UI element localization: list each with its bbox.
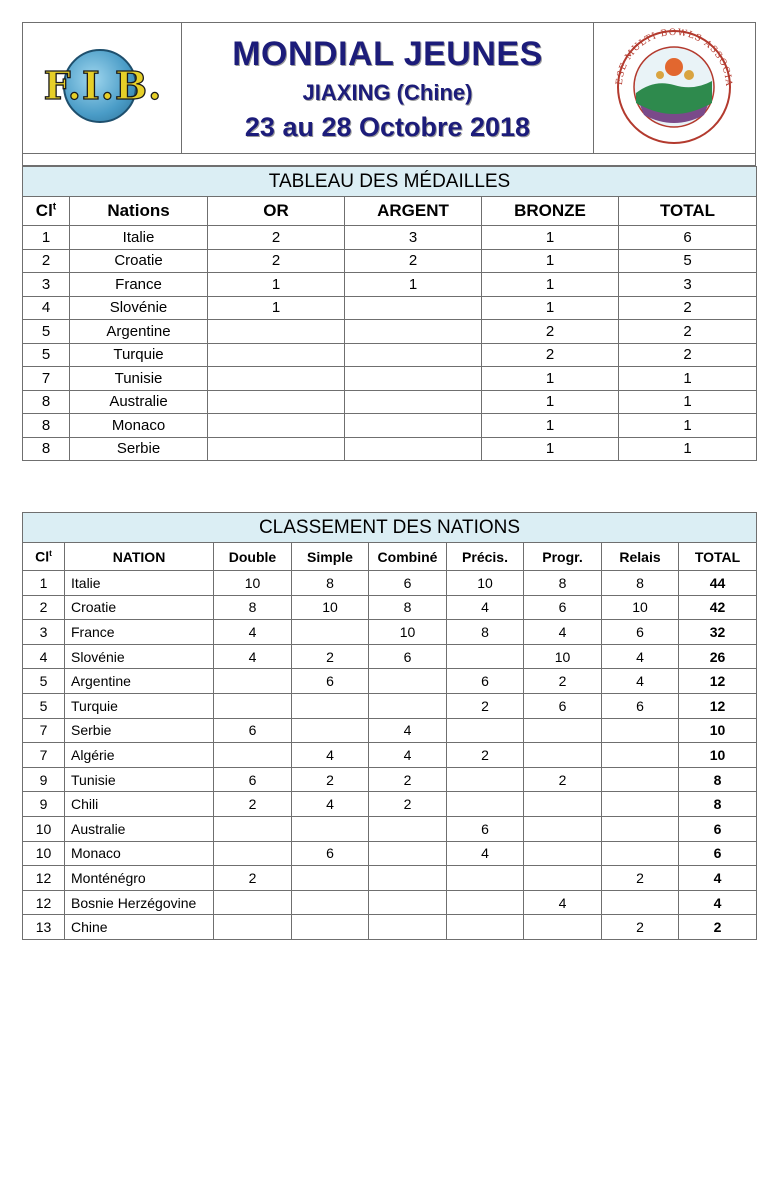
cell-double	[214, 915, 292, 940]
cell-nation: Bosnie Herzégovine	[65, 890, 214, 915]
col-total: TOTAL	[679, 543, 757, 571]
cell-progr: 4	[524, 620, 602, 645]
page-header	[22, 22, 756, 154]
cell-combine: 4	[369, 718, 447, 743]
cell-total: 1	[619, 414, 757, 438]
medals-table	[22, 166, 757, 461]
cell-relais: 6	[602, 620, 679, 645]
cell-nation: Tunisie	[70, 367, 208, 391]
cell-double	[214, 693, 292, 718]
cell-combine	[369, 693, 447, 718]
col-nation: NATION	[65, 543, 214, 571]
cell-precis	[447, 866, 524, 891]
cell-combine	[369, 669, 447, 694]
cell-precis	[447, 767, 524, 792]
cell-rank: 8	[23, 390, 70, 414]
cell-silver	[345, 320, 482, 344]
table-row	[23, 644, 757, 669]
table-row	[23, 718, 757, 743]
cell-combine: 6	[369, 644, 447, 669]
cell-combine	[369, 890, 447, 915]
header-spacer	[22, 154, 756, 166]
cell-simple: 6	[292, 669, 369, 694]
cell-progr: 2	[524, 669, 602, 694]
cell-progr: 6	[524, 595, 602, 620]
cell-double: 6	[214, 767, 292, 792]
cell-bronze: 2	[482, 320, 619, 344]
table-row	[23, 343, 757, 367]
cell-double	[214, 816, 292, 841]
cell-simple: 2	[292, 767, 369, 792]
cell-precis	[447, 644, 524, 669]
cell-double	[214, 669, 292, 694]
cell-combine	[369, 866, 447, 891]
cell-relais: 6	[602, 693, 679, 718]
cell-nation: Tunisie	[65, 767, 214, 792]
cell-gold: 2	[208, 249, 345, 273]
cell-combine	[369, 816, 447, 841]
cell-progr	[524, 915, 602, 940]
cell-rank: 7	[23, 367, 70, 391]
cell-relais	[602, 816, 679, 841]
table-row	[23, 390, 757, 414]
cell-nation: Argentine	[65, 669, 214, 694]
cell-progr: 2	[524, 767, 602, 792]
col-progr: Progr.	[524, 543, 602, 571]
cell-progr	[524, 816, 602, 841]
cell-progr: 4	[524, 890, 602, 915]
cell-rank: 7	[23, 743, 65, 768]
cell-simple: 10	[292, 595, 369, 620]
cell-gold	[208, 414, 345, 438]
cell-silver: 3	[345, 226, 482, 250]
cell-nation: Serbie	[70, 437, 208, 461]
cell-precis: 4	[447, 595, 524, 620]
cell-relais	[602, 841, 679, 866]
cell-precis	[447, 718, 524, 743]
cell-nation: Croatie	[70, 249, 208, 273]
col-rank: Cl$^t$	[23, 197, 70, 226]
cell-silver	[345, 390, 482, 414]
cell-nation: Slovénie	[70, 296, 208, 320]
cell-simple: 4	[292, 792, 369, 817]
cell-rank: 3	[23, 273, 70, 297]
cell-rank: 5	[23, 693, 65, 718]
cell-rank: 13	[23, 915, 65, 940]
cell-progr: 6	[524, 693, 602, 718]
table-row	[23, 743, 757, 768]
cell-silver	[345, 367, 482, 391]
cell-rank: 4	[23, 644, 65, 669]
cell-gold: 2	[208, 226, 345, 250]
cell-rank: 10	[23, 841, 65, 866]
col-silver: ARGENT	[345, 197, 482, 226]
table-row	[23, 226, 757, 250]
cell-bronze: 2	[482, 343, 619, 367]
cell-total: 12	[679, 669, 757, 694]
cell-total: 2	[619, 320, 757, 344]
cell-progr: 8	[524, 571, 602, 596]
cell-total: 42	[679, 595, 757, 620]
cmba-logo	[594, 23, 755, 153]
cell-relais: 2	[602, 866, 679, 891]
cell-rank: 10	[23, 816, 65, 841]
cell-precis: 8	[447, 620, 524, 645]
cell-rank: 12	[23, 866, 65, 891]
cell-total: 44	[679, 571, 757, 596]
cell-silver	[345, 296, 482, 320]
cell-relais	[602, 767, 679, 792]
cell-precis: 2	[447, 743, 524, 768]
cell-combine: 6	[369, 571, 447, 596]
cell-nation: Australie	[70, 390, 208, 414]
cell-progr	[524, 866, 602, 891]
cell-simple	[292, 890, 369, 915]
cell-double	[214, 890, 292, 915]
cell-rank: 5	[23, 669, 65, 694]
cell-simple: 4	[292, 743, 369, 768]
col-total: TOTAL	[619, 197, 757, 226]
table-row	[23, 767, 757, 792]
table-row	[23, 620, 757, 645]
cell-total: 1	[619, 367, 757, 391]
table-row	[23, 669, 757, 694]
cell-silver: 1	[345, 273, 482, 297]
page-title: MONDIAL JEUNES	[232, 35, 543, 73]
medals-table-title: TABLEAU DES MÉDAILLES	[23, 167, 757, 197]
cell-nation: France	[70, 273, 208, 297]
cell-total: 8	[679, 792, 757, 817]
cell-simple: 2	[292, 644, 369, 669]
cell-bronze: 1	[482, 296, 619, 320]
event-location: JIAXING (Chine)	[302, 80, 473, 105]
cell-rank: 1	[23, 226, 70, 250]
cell-nation: Italie	[70, 226, 208, 250]
cell-bronze: 1	[482, 273, 619, 297]
cmba-seal-icon	[594, 23, 755, 153]
cell-nation: Algérie	[65, 743, 214, 768]
cell-double: 10	[214, 571, 292, 596]
cell-double	[214, 841, 292, 866]
cell-combine: 2	[369, 792, 447, 817]
svg-text:CHINESE MULTI BOWLS ASSOCIATIO: ESE MULTI BOWLS ASSOCIA	[614, 27, 734, 87]
cell-total: 6	[679, 816, 757, 841]
cell-double	[214, 743, 292, 768]
table-row	[23, 792, 757, 817]
cell-nation: Argentine	[70, 320, 208, 344]
cell-double: 4	[214, 620, 292, 645]
cell-gold	[208, 367, 345, 391]
fib-logo-text: F.I.B.	[43, 63, 163, 108]
cell-precis: 2	[447, 693, 524, 718]
nations-table	[22, 512, 757, 940]
cell-combine: 2	[369, 767, 447, 792]
cell-nation: Italie	[65, 571, 214, 596]
cell-rank: 2	[23, 249, 70, 273]
cell-gold: 1	[208, 296, 345, 320]
cell-relais: 4	[602, 644, 679, 669]
cell-relais: 2	[602, 915, 679, 940]
cell-precis	[447, 792, 524, 817]
cell-rank: 12	[23, 890, 65, 915]
cell-rank: 5	[23, 320, 70, 344]
cell-progr	[524, 743, 602, 768]
cell-simple	[292, 620, 369, 645]
title-block	[182, 23, 594, 153]
cell-precis: 6	[447, 816, 524, 841]
cell-combine: 4	[369, 743, 447, 768]
cell-combine	[369, 915, 447, 940]
cell-gold	[208, 390, 345, 414]
cell-rank: 3	[23, 620, 65, 645]
cell-rank: 8	[23, 414, 70, 438]
col-combine: Combiné	[369, 543, 447, 571]
table-row	[23, 437, 757, 461]
cell-relais: 4	[602, 669, 679, 694]
table-row	[23, 866, 757, 891]
cell-relais	[602, 718, 679, 743]
col-gold: OR	[208, 197, 345, 226]
cell-gold	[208, 437, 345, 461]
cell-total: 4	[679, 890, 757, 915]
cell-simple	[292, 915, 369, 940]
cell-combine	[369, 841, 447, 866]
fib-logo	[23, 23, 182, 153]
cell-nation: Serbie	[65, 718, 214, 743]
col-relais: Relais	[602, 543, 679, 571]
cell-gold	[208, 343, 345, 367]
cell-bronze: 1	[482, 249, 619, 273]
cell-nation: Chili	[65, 792, 214, 817]
cell-double: 6	[214, 718, 292, 743]
table-row	[23, 571, 757, 596]
cell-nation: France	[65, 620, 214, 645]
cell-rank: 8	[23, 437, 70, 461]
cell-bronze: 1	[482, 367, 619, 391]
cell-nation: Croatie	[65, 595, 214, 620]
cell-nation: Australie	[65, 816, 214, 841]
cell-bronze: 1	[482, 414, 619, 438]
cell-progr	[524, 718, 602, 743]
cell-precis	[447, 890, 524, 915]
cell-total: 5	[619, 249, 757, 273]
cell-silver	[345, 343, 482, 367]
cell-progr	[524, 792, 602, 817]
cell-rank: 1	[23, 571, 65, 596]
table-row	[23, 915, 757, 940]
cell-precis: 4	[447, 841, 524, 866]
table-row	[23, 890, 757, 915]
cell-simple	[292, 816, 369, 841]
cell-precis: 10	[447, 571, 524, 596]
cell-bronze: 1	[482, 226, 619, 250]
cell-rank: 7	[23, 718, 65, 743]
cell-rank: 9	[23, 767, 65, 792]
table-row	[23, 595, 757, 620]
cell-total: 4	[679, 866, 757, 891]
cell-silver	[345, 437, 482, 461]
table-row	[23, 367, 757, 391]
table-row	[23, 414, 757, 438]
cell-total: 10	[679, 743, 757, 768]
cell-rank: 9	[23, 792, 65, 817]
cell-total: 10	[679, 718, 757, 743]
cell-rank: 5	[23, 343, 70, 367]
cell-relais	[602, 743, 679, 768]
cell-total: 2	[679, 915, 757, 940]
cell-precis	[447, 915, 524, 940]
cell-combine: 8	[369, 595, 447, 620]
cell-progr: 10	[524, 644, 602, 669]
cell-silver	[345, 414, 482, 438]
event-dates: 23 au 28 Octobre 2018	[244, 112, 531, 142]
cell-nation: Monténégro	[65, 866, 214, 891]
nations-header-row	[23, 543, 757, 571]
table-row	[23, 273, 757, 297]
cell-total: 6	[679, 841, 757, 866]
cell-relais	[602, 792, 679, 817]
cell-relais	[602, 890, 679, 915]
cell-total: 1	[619, 437, 757, 461]
col-simple: Simple	[292, 543, 369, 571]
cell-silver: 2	[345, 249, 482, 273]
col-bronze: BRONZE	[482, 197, 619, 226]
cell-simple: 8	[292, 571, 369, 596]
cell-combine: 10	[369, 620, 447, 645]
cell-total: 32	[679, 620, 757, 645]
cell-rank: 2	[23, 595, 65, 620]
table-row	[23, 296, 757, 320]
table-row	[23, 816, 757, 841]
medals-header-row	[23, 197, 757, 226]
cell-relais: 8	[602, 571, 679, 596]
col-double: Double	[214, 543, 292, 571]
cell-double: 4	[214, 644, 292, 669]
table-row	[23, 320, 757, 344]
cell-nation: Turquie	[70, 343, 208, 367]
cell-simple: 6	[292, 841, 369, 866]
cell-double: 8	[214, 595, 292, 620]
cell-nation: Monaco	[65, 841, 214, 866]
cell-nation: Slovénie	[65, 644, 214, 669]
nations-table-title: CLASSEMENT DES NATIONS	[23, 513, 757, 543]
cell-double: 2	[214, 792, 292, 817]
cell-total: 3	[619, 273, 757, 297]
cell-rank: 4	[23, 296, 70, 320]
cell-total: 26	[679, 644, 757, 669]
col-rank: Cl$^t$	[23, 543, 65, 571]
cell-gold	[208, 320, 345, 344]
col-nation: Nations	[70, 197, 208, 226]
cell-nation: Turquie	[65, 693, 214, 718]
cell-simple	[292, 718, 369, 743]
cell-total: 2	[619, 296, 757, 320]
col-precis: Précis.	[447, 543, 524, 571]
table-row	[23, 693, 757, 718]
table-row	[23, 841, 757, 866]
cell-total: 8	[679, 767, 757, 792]
cell-bronze: 1	[482, 437, 619, 461]
cell-total: 1	[619, 390, 757, 414]
cell-relais: 10	[602, 595, 679, 620]
cell-double: 2	[214, 866, 292, 891]
cell-bronze: 1	[482, 390, 619, 414]
table-row	[23, 249, 757, 273]
cell-simple	[292, 866, 369, 891]
cell-gold: 1	[208, 273, 345, 297]
cell-total: 6	[619, 226, 757, 250]
cell-total: 12	[679, 693, 757, 718]
cell-nation: Chine	[65, 915, 214, 940]
cell-progr	[524, 841, 602, 866]
cell-nation: Monaco	[70, 414, 208, 438]
cell-precis: 6	[447, 669, 524, 694]
cell-total: 2	[619, 343, 757, 367]
cell-simple	[292, 693, 369, 718]
